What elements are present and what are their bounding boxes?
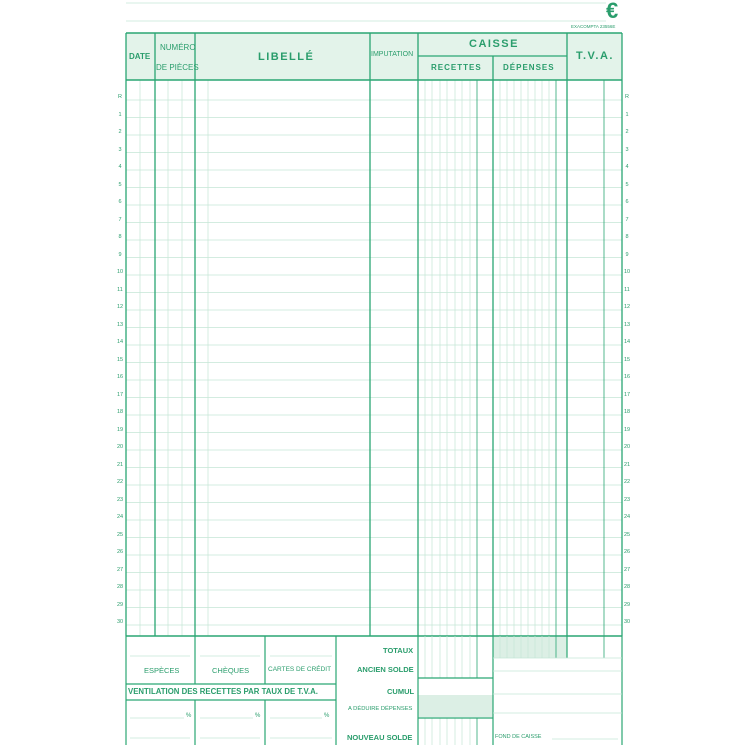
header-imputation: IMPUTATION (371, 51, 414, 58)
header-date: DATE (129, 52, 151, 61)
label-cumul: CUMUL (387, 687, 415, 696)
row-number-right: 14 (623, 339, 631, 345)
row-number-left: 4 (118, 164, 122, 170)
row-number-right: 2 (625, 129, 629, 135)
row-number-right: 25 (623, 531, 631, 538)
percent-3: % (324, 713, 330, 719)
header-caisse: CAISSE (469, 38, 519, 50)
row-number-left: R (118, 94, 122, 100)
row-number-right: 21 (623, 461, 631, 468)
row-number-left: 9 (118, 251, 122, 258)
label-totaux: TOTAUX (383, 646, 414, 655)
header-pieces: DE PIÈCES (156, 63, 199, 72)
row-number-right: 13 (623, 321, 631, 328)
row-number-left: 13 (116, 321, 124, 328)
label-cartes-credit: CARTES DE CRÉDIT (268, 666, 332, 673)
row-number-right: 17 (623, 391, 631, 398)
row-number-left: 1 (118, 111, 122, 118)
row-number-left: 28 (116, 584, 124, 590)
label-ventilation: VENTILATION DES RECETTES PAR TAUX DE T.V.A. (128, 687, 318, 696)
row-number-left: 5 (118, 181, 122, 188)
row-number-right: 19 (623, 426, 631, 433)
row-number-left: 26 (116, 549, 124, 555)
euro-logo: € (606, 0, 619, 23)
row-number-right: 4 (625, 164, 629, 170)
row-number-left: 22 (116, 479, 124, 485)
row-number-left: 15 (116, 356, 124, 363)
row-number-left: 3 (118, 146, 122, 153)
row-number-left: 2 (118, 129, 122, 135)
row-number-right: 5 (625, 181, 629, 188)
row-number-left: 29 (116, 601, 124, 608)
header-numero: NUMÉRO (160, 43, 196, 52)
row-number-right: 28 (623, 584, 631, 590)
row-number-left: 30 (116, 619, 124, 625)
row-number-right: 12 (623, 304, 631, 310)
row-number-right: 20 (623, 444, 631, 450)
row-number-right: 7 (625, 216, 629, 223)
row-number-left: 18 (116, 409, 124, 415)
row-number-right: 22 (623, 479, 631, 485)
row-number-left: 17 (116, 391, 124, 398)
row-number-right: 1 (625, 111, 629, 118)
row-number-left: 7 (118, 216, 122, 223)
row-number-right: 9 (625, 251, 629, 258)
percent-1: % (186, 713, 192, 719)
row-number-right: R (625, 94, 629, 100)
a-deduire-shade (418, 695, 493, 717)
row-number-left: 23 (116, 496, 124, 503)
row-number-right: 8 (625, 234, 629, 240)
header-depenses: DÉPENSES (503, 63, 555, 72)
row-number-left: 16 (116, 374, 124, 380)
row-number-right: 18 (623, 409, 631, 415)
percent-2: % (255, 713, 261, 719)
header-libelle: LIBELLÉ (258, 51, 315, 63)
header-recettes: RECETTES (431, 63, 482, 72)
row-number-left: 20 (116, 444, 124, 450)
label-fond-de-caisse: FOND DE CAISSE (495, 734, 542, 740)
row-number-right: 15 (623, 356, 631, 363)
row-number-right: 6 (625, 199, 629, 205)
row-number-left: 24 (116, 514, 124, 520)
label-a-deduire-depenses: A DÉDUIRE DÉPENSES (348, 706, 413, 712)
row-number-right: 30 (623, 619, 631, 625)
label-especes: ESPÈCES (144, 666, 180, 675)
row-number-right: 11 (624, 286, 630, 293)
row-number-left: 11 (117, 286, 123, 293)
row-number-right: 10 (623, 269, 631, 275)
row-number-right: 16 (623, 374, 631, 380)
row-number-right: 24 (623, 514, 631, 520)
row-number-right: 3 (625, 146, 629, 153)
label-nouveau-solde: NOUVEAU SOLDE (347, 733, 413, 742)
row-number-right: 29 (623, 601, 631, 608)
row-number-right: 23 (623, 496, 631, 503)
row-number-left: 27 (116, 566, 124, 573)
row-number-left: 6 (118, 199, 122, 205)
row-number-right: 26 (623, 549, 631, 555)
row-number-left: 10 (116, 269, 124, 275)
header-tva: T.V.A. (576, 50, 614, 62)
row-number-left: 21 (116, 461, 124, 468)
row-number-right: 27 (623, 566, 631, 573)
product-reference: EXACOMPTA 23556E (571, 24, 616, 29)
row-number-left: 25 (116, 531, 124, 538)
row-number-left: 12 (116, 304, 124, 310)
row-number-left: 14 (116, 339, 124, 345)
label-ancien-solde: ANCIEN SOLDE (357, 665, 414, 674)
row-number-left: 19 (116, 426, 124, 433)
label-cheques: CHÈQUES (212, 666, 250, 675)
row-number-left: 8 (118, 234, 122, 240)
